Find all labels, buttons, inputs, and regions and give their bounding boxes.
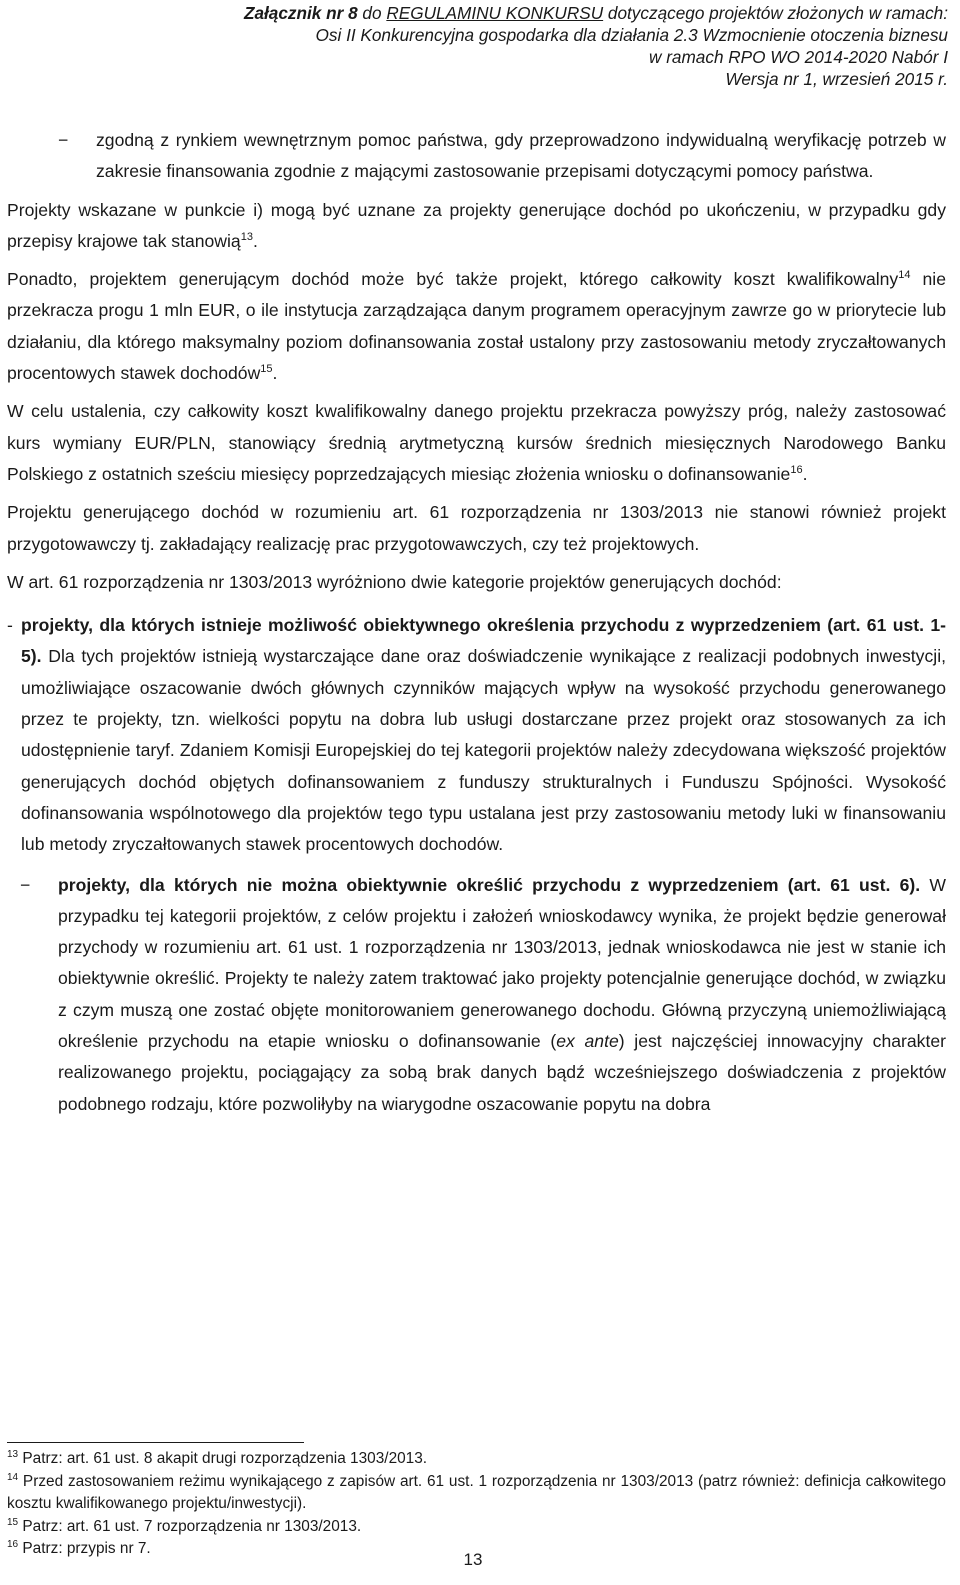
header-line-1	[8, 2, 948, 24]
category-2-title: projekty, dla których nie można obiektywnie określić przychodu z wyprzedzeniem (art. 61 ust. 6).	[58, 874, 921, 895]
header-line-1-suffix: dotyczącego projektów złożonych w ramach:	[603, 3, 948, 23]
footnotes	[7, 1448, 946, 1561]
footnote-text: Przed zastosowaniem reżimu wynikającego z zapisów art. 61 ust. 1 rozporządzenia nr 1303/2013 (patrz również: definicja całkowitego kosztu kwalifikowanego projektu/inwestycji).	[7, 1472, 946, 1513]
footnote-15	[7, 1516, 946, 1539]
footnote-text: Patrz: przypis nr 7.	[18, 1540, 151, 1558]
category-1-text: Dla tych projektów istnieją wystarczające dane oraz doświadczenie wynikające z realizacji podobnych inwestycji, umożliwiające oszacowanie dwóch głównych czynników mających wpływ na wysokość przychodu generowanego przez te projekty, tzn. wielkości popytu na dobra lub usługi dostarczane przez projekt oraz stosowanych za ich udostępnienie taryf. Zdaniem Komisji Europejskiej do tej kategorii projektów należy zdecydowana większość projektów generujących dochód objętych dofinansowaniem z funduszy strukturalnych i Funduszu Spójności. Wysokość dofinansowania wspólnotowego dla projektów tego typu ustalana jest przy zastosowaniu metody luki w finansowaniu lub metody zryczałtowanych stawek procentowych dochodów.	[21, 646, 946, 855]
paragraph-text-continued: nie przekracza progu 1 mln EUR, o ile instytucja zarządzająca danym programem operacyjnym zawrze go w priorytecie lub działaniu, dla którego maksymalny poziom dofinansowania został ustalony przy zastosowaniu metody zryczałtowanych procentowych stawek dochodów	[7, 269, 946, 384]
category-2-text-continued: ) jest najczęściej innowacyjny charakter realizowanego projektu, pociągający za sobą brak danych bądź wcześniejszego doświadczenia z projektów podobnego rodzaju, które pozwoliłyby na wiarygodne oszacowanie popytu na dobra	[58, 1031, 946, 1114]
footnote-13	[7, 1448, 946, 1471]
header-line-4: Wersja nr 1, wrzesień 2015 r.	[725, 69, 948, 89]
list-marker: -	[7, 615, 13, 636]
page-number: 13	[463, 1550, 483, 1569]
paragraph-exchange-rate: W celu ustalenia, czy całkowity koszt kwalifikowalny danego projektu przekracza powyższy próg, należy zastosować kurs wymiany EUR/PLN, stanowiący średnią arytmetyczną kursów średnich miesięcznych Narodowego Banku Polskiego z ostatnich sześciu miesięcy poprzedzających miesiąc złożenia wniosku o dofinansowanie$^{16}$.	[7, 401, 946, 484]
footnote-ref-16[interactable]: 16	[790, 464, 803, 477]
paragraph-text: Ponadto, projektem generującym dochód może być także projekt, którego całkowity koszt kwalifikowalny	[7, 269, 899, 290]
footnote-ref-13[interactable]: 13	[240, 231, 253, 244]
footnote-text: Patrz: art. 61 ust. 8 akapit drugi rozporządzenia 1303/2013.	[18, 1450, 428, 1467]
footnote-text: Patrz: art. 61 ust. 7 rozporządzenia nr 1303/2013.	[18, 1517, 362, 1535]
footnote-number: 15	[7, 1516, 19, 1528]
ex-ante-term: ex ante	[556, 1031, 619, 1052]
footnote-number: 14	[7, 1471, 19, 1483]
paragraph-small-projects: Ponadto, projektem generującym dochód może być także projekt, którego całkowity koszt kwalifikowalny$^{14}$ nie przekracza progu 1 mln EUR, o ile instytucja zarządzająca danym programem operacyjnym zawrze go w priorytecie lub działaniu, dla którego maksymalny poziom dofinansowania został ustalony przy zastosowaniu metody zryczałtowanych procentowych stawek dochodów$^{15}$.	[7, 269, 946, 384]
header-connector: do	[357, 3, 387, 23]
list-item-category-2	[7, 870, 946, 1120]
footnote-ref-15[interactable]: 15	[260, 363, 273, 376]
footnote-ref-14[interactable]: 14	[898, 269, 911, 282]
category-1-title: projekty, dla których istnieje możliwość obiektywnego określenia przychodu z wyprzedzeniem (art. 61 ust. 1-5).	[21, 615, 946, 667]
paragraph-preparatory-project: Projektu generującego dochód w rozumieniu art. 61 rozporządzenia nr 1303/2013 nie stanowi również projekt przygotowawczy tj. zakładający realizację prac przygotowawczych, czy też projektowych.	[7, 502, 946, 554]
category-2-text: W przypadku tej kategorii projektów, z celów projektu i założeń wnioskodawcy wynika, że projekt będzie generował przychody w rozumieniu art. 61 ust. 1 rozporządzenia nr 1303/2013, jednak wnioskodawca nie jest w stanie ich obiektywnie określić. Projekty te należy zatem traktować jako projekty potencjalnie generujące dochód, w związku z czym muszą one zostać objęte monitorowaniem generowanego dochodu. Główną przyczyną uniemożliwiającą określenie przychodu na etapie wniosku o dofinansowanie (	[58, 874, 946, 1052]
dash-item-state-aid	[7, 125, 946, 188]
header-regulation-link[interactable]: REGULAMINU KONKURSU	[386, 3, 604, 23]
paragraph-text: Projekty wskazane w punkcie i) mogą być uznane za projekty generujące dochód po ukończeniu, w przypadku gdy przepisy krajowe tak stanowią	[7, 199, 946, 251]
paragraph-two-categories: W art. 61 rozporządzenia nr 1303/2013 wyróżniono dwie kategorie projektów generujących dochód:	[7, 571, 782, 592]
header-line-3: w ramach RPO WO 2014-2020 Nabór I	[649, 47, 948, 67]
dash-item-text: zgodną z rynkiem wewnętrznym pomoc państwa, gdy przeprowadzono indywidualną weryfikację potrzeb w zakresie finansowania zgodnie z mającymi zastosowanie przepisami dotyczącymi pomocy państwa.	[96, 130, 946, 182]
dash-marker: −	[58, 130, 69, 150]
document-body	[7, 125, 946, 1120]
paragraph-projects-after-completion: Projekty wskazane w punkcie i) mogą być uznane za projekty generujące dochód po ukończeniu, w przypadku gdy przepisy krajowe tak stanowią$^{13}$.	[7, 199, 946, 251]
list-item-category-1	[7, 610, 946, 860]
list-marker: −	[20, 874, 31, 895]
header-attachment-label: Załącznik nr 8	[243, 3, 358, 23]
page-header	[8, 2, 948, 90]
paragraph-text: W celu ustalenia, czy całkowity koszt kwalifikowalny danego projektu przekracza powyższy próg, należy zastosować kurs wymiany EUR/PLN, stanowiący średnią arytmetyczną kursów średnich miesięcznych Narodowego Banku Polskiego z ostatnich sześciu miesięcy poprzedzających miesiąc złożenia wniosku o dofinansowanie	[7, 401, 946, 484]
footnote-14	[7, 1471, 946, 1516]
footnote-separator	[7, 1442, 304, 1443]
footnote-number: 13	[7, 1448, 19, 1460]
header-line-2: Osi II Konkurencyjna gospodarka dla działania 2.3 Wzmocnienie otoczenia biznesu	[315, 25, 948, 45]
footnote-number: 16	[7, 1539, 19, 1551]
